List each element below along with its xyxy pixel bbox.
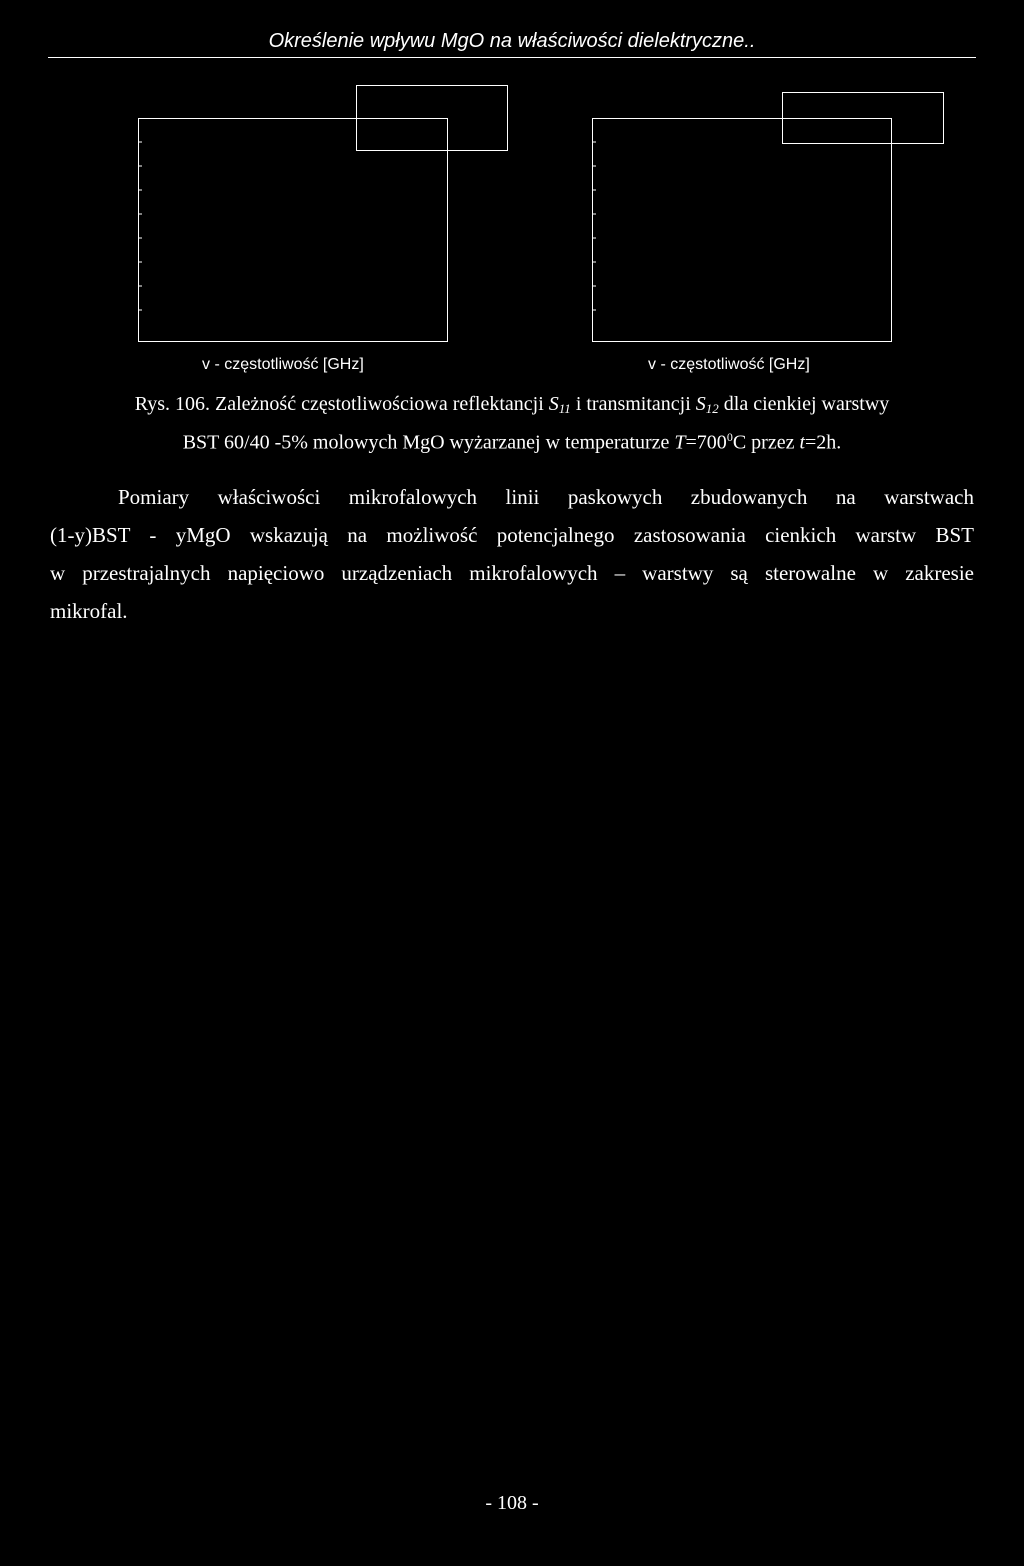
body-line-1: Pomiary właściwości mikrofalowych linii paskowych zbudowanych na warstwach <box>118 485 974 509</box>
caption-line-1: Rys. 106. Zależność częstotliwościowa reflektancji $S_{11}$ i transmitancji $S_{12}$ dla cienkiej warstwy <box>134 393 890 416</box>
figure-caption <box>50 390 974 457</box>
right-legend-box <box>782 92 944 144</box>
right-x-axis-label: v - częstotliwość [GHz] <box>648 356 810 373</box>
header-rule <box>48 57 976 58</box>
body-line-4: mikrofal. <box>50 599 128 623</box>
left-plot-ticks <box>138 118 148 342</box>
left-legend-box <box>356 85 508 151</box>
body-line-3: w przestrajalnych napięciowo urządzeniach mikrofalowych – warstwy są sterowalne w zakresie <box>50 561 974 585</box>
right-plot-frame <box>592 118 892 342</box>
caption-line-2: BST 60/40 -5% molowych MgO wyżarzanej w temperaturze $T=700^0C$ przez t=2h. <box>182 430 842 454</box>
running-header: Określenie wpływu MgO na właściwości dielektryczne.. <box>268 30 756 52</box>
body-paragraph <box>50 478 974 630</box>
page-number: - 108 - <box>485 1492 539 1514</box>
body-line-2: (1-y)BST - yMgO wskazują na możliwość potencjalnego zastosowania cienkich warstw BST <box>50 523 974 547</box>
right-plot-ticks <box>592 118 602 342</box>
left-x-axis-label: v - częstotliwość [GHz] <box>202 356 364 373</box>
left-plot-frame <box>138 118 448 342</box>
